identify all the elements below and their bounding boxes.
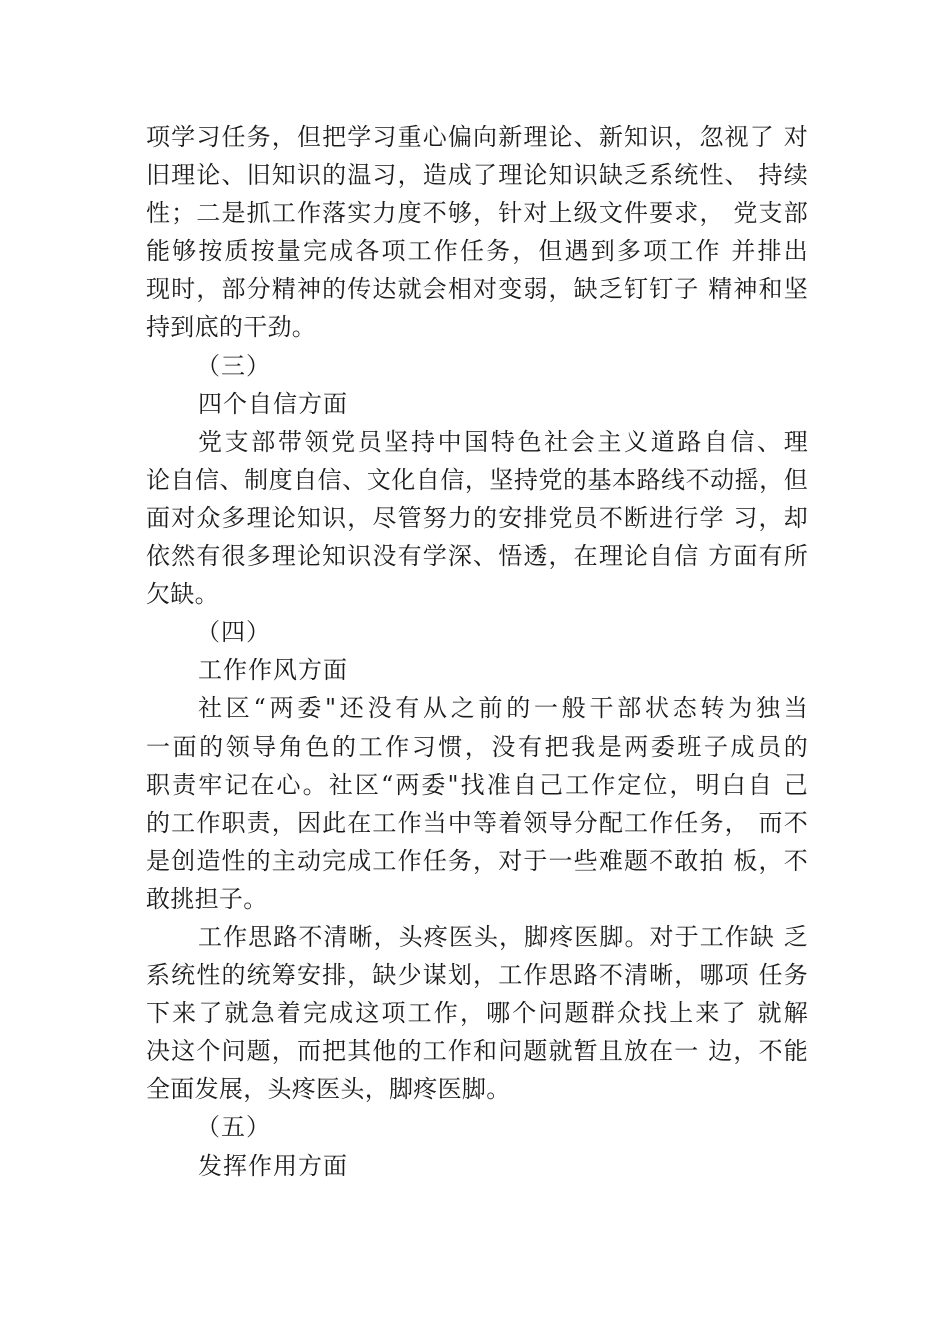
paragraph-line: 论自信、制度自信、文化自信，坚持党的基本路线不动摇，但 <box>146 465 808 494</box>
paragraph-line: 欠缺。 <box>146 580 219 609</box>
paragraph-line: 性；二是抓工作落实力度不够，针对上级文件要求， 党支部 <box>146 199 808 228</box>
document-body <box>146 118 808 1185</box>
paragraph-line: 是创造性的主动完成工作任务，对于一些难题不敢拍 板，不 <box>146 846 808 875</box>
paragraph-line: 工作思路不清晰，头疼医头，脚疼医脚。对于工作缺 乏 <box>198 922 808 951</box>
paragraph <box>146 689 808 918</box>
paragraph-line: 系统性的统筹安排，缺少谋划，工作思路不清晰，哪项 任务 <box>146 961 808 990</box>
section-number: （三） <box>196 351 271 380</box>
paragraph-line: 持到底的干劲。 <box>146 313 317 342</box>
paragraph-line: 职责牢记在心。社区“两委"找准自己工作定位，明白自 己 <box>146 770 808 799</box>
paragraph-line: 一面的领导角色的工作习惯，没有把我是两委班子成员的 <box>146 732 808 761</box>
paragraph-line: 项学习任务，但把学习重心偏向新理论、新知识，忽视了 对 <box>146 123 808 151</box>
section-number: （四） <box>196 618 271 647</box>
paragraph-line: 能够按质按量完成各项工作任务，但遇到多项工作 并排出 <box>146 237 808 266</box>
section-heading: 发挥作用方面 <box>198 1151 348 1180</box>
section-heading: 四个自信方面 <box>198 389 348 418</box>
paragraph-line: 的工作职责，因此在工作当中等着领导分配工作任务， 而不 <box>146 808 808 837</box>
section-number: （五） <box>196 1113 271 1142</box>
paragraph <box>146 118 808 347</box>
paragraph <box>146 423 808 613</box>
paragraph-line: 决这个问题，而把其他的工作和问题就暂且放在一 边，不能 <box>146 1037 808 1066</box>
paragraph-line: 全面发展，头疼医头，脚疼医脚。 <box>146 1075 511 1104</box>
paragraph-line: 下来了就急着完成这项工作，哪个问题群众找上来了 就解 <box>146 999 808 1028</box>
paragraph-line: 社区“两委"还没有从之前的一般干部状态转为独当 <box>198 694 808 723</box>
paragraph-line: 敢挑担子。 <box>146 884 268 913</box>
paragraph <box>146 918 808 1108</box>
paragraph-line: 旧理论、旧知识的温习，造成了理论知识缺乏系统性、 持续 <box>146 161 808 190</box>
paragraph-line: 面对众多理论知识，尽管努力的安排党员不断进行学 习，却 <box>146 503 808 532</box>
paragraph-line: 现时，部分精神的传达就会相对变弱，缺乏钉钉子 精神和坚 <box>146 275 808 304</box>
section-heading: 工作作风方面 <box>198 656 348 685</box>
paragraph-line: 依然有很多理论知识没有学深、悟透，在理论自信 方面有所 <box>146 542 808 571</box>
paragraph-line: 党支部带领党员坚持中国特色社会主义道路自信、理 <box>198 427 808 456</box>
